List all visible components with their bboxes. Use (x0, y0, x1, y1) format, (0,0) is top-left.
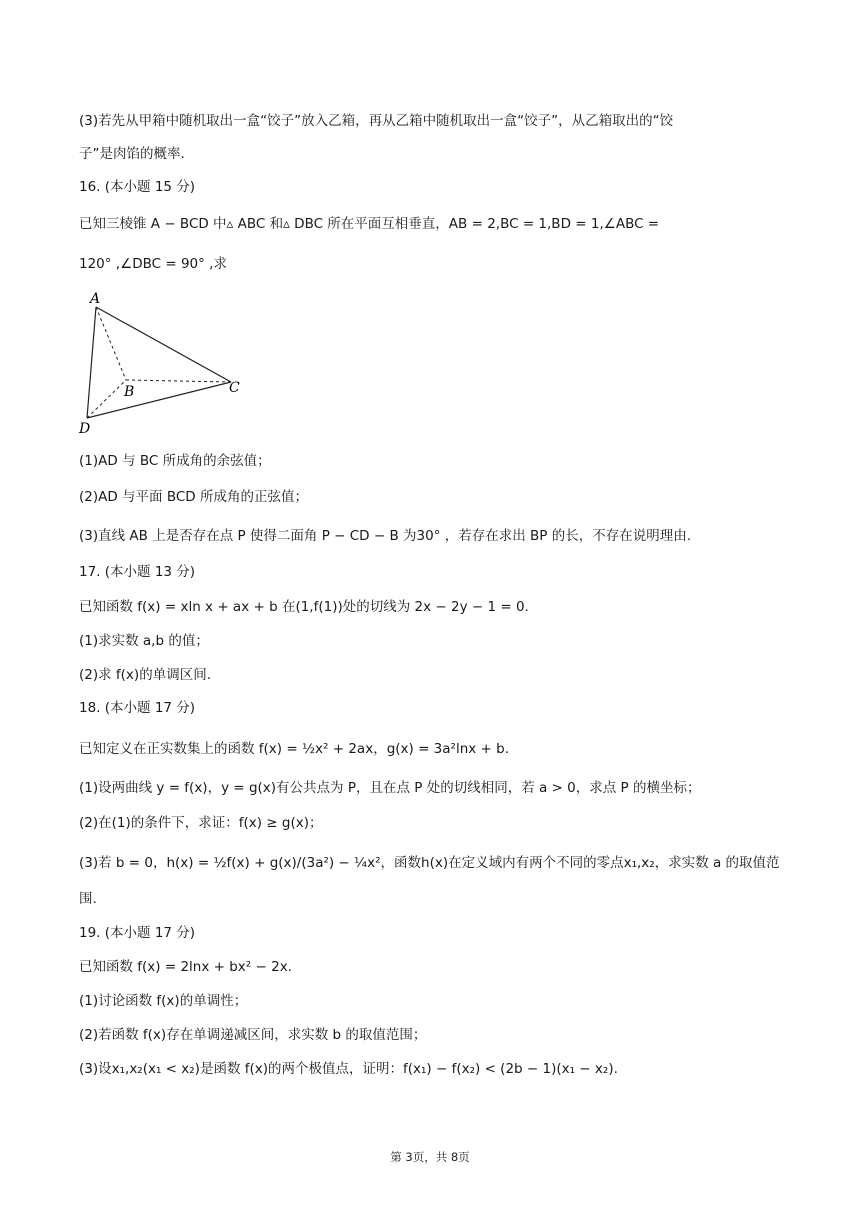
edge-bd (87, 380, 126, 418)
q17-part2: (2)求 f(x)的单调区间. (79, 667, 211, 683)
label-a: A (90, 291, 101, 307)
edge-ad (87, 307, 96, 418)
q18-part3-line2: 围. (79, 891, 97, 907)
q19-part3: (3)设x₁,x₂(x₁ < x₂)是函数 f(x)的两个极值点，证明：f(x₁) − f(x₂) < (2b − 1)(x₁ − x₂). (79, 1061, 618, 1077)
q18-part3-line1: (3)若 b = 0，h(x) = ½f(x) + g(x)/(3a²) − ¼x²，函数h(x)在定义域内有两个不同的零点x₁,x₂，求实数 a 的取值范 (79, 855, 780, 871)
q18-part1: (1)设两曲线 y = f(x)，y = g(x)有公共点为 P，且在点 P 处的切线相同，若 a > 0，求点 P 的横坐标； (79, 780, 701, 796)
edge-ac (96, 307, 231, 382)
q16-heading: 16. (本小题 15 分) (79, 179, 196, 195)
q15-part3-line1: (3)若先从甲箱中随机取出一盒“饺子”放入乙箱，再从乙箱中随机取出一盒“饺子”，从乙箱取出的“饺 (79, 113, 674, 129)
q19-heading: 19. (本小题 17 分) (79, 925, 196, 941)
edge-bc (126, 380, 231, 382)
q15-part3-line2: 子”是肉馅的概率. (79, 146, 185, 162)
q16-part2: (2)AD 与平面 BCD 所成角的正弦值； (79, 489, 308, 505)
label-b: B (124, 384, 135, 400)
q16-part1: (1)AD 与 BC 所成角的余弦值； (79, 453, 271, 469)
page-footer: 第 3页，共 8页 (390, 1150, 470, 1164)
q19-stem: 已知函数 f(x) = 2lnx + bx² − 2x. (79, 959, 292, 975)
label-d: D (79, 421, 91, 437)
q16-stem-line2: 120° ,∠DBC = 90° ,求 (79, 256, 227, 272)
q19-part1: (1)讨论函数 f(x)的单调性； (79, 993, 248, 1009)
q18-stem: 已知定义在正实数集上的函数 f(x) = ½x² + 2ax，g(x) = 3a²lnx + b. (79, 741, 510, 757)
tetrahedron-figure (74, 288, 254, 438)
q17-part1: (1)求实数 a,b 的值； (79, 633, 209, 649)
q17-stem: 已知函数 f(x) = xln x + ax + b 在(1,f(1))处的切线为 2x − 2y − 1 = 0. (79, 599, 529, 615)
q18-heading: 18. (本小题 17 分) (79, 700, 196, 716)
q17-heading: 17. (本小题 13 分) (79, 564, 196, 580)
q19-part2: (2)若函数 f(x)存在单调递减区间，求实数 b 的取值范围； (79, 1027, 427, 1043)
q16-stem-line1: 已知三棱锥 A − BCD 中▵ ABC 和▵ DBC 所在平面互相垂直，AB = 2,BC = 1,BD = 1,∠ABC = (79, 216, 660, 232)
edge-dc (87, 382, 231, 418)
label-c: C (229, 380, 240, 396)
q18-part2: (2)在(1)的条件下，求证：f(x) ≥ g(x)； (79, 815, 323, 831)
q16-part3: (3)直线 AB 上是否存在点 P 使得二面角 P − CD − B 为30° ，若存在求出 BP 的长，不存在说明理由. (79, 528, 692, 544)
edge-ab (96, 307, 126, 380)
